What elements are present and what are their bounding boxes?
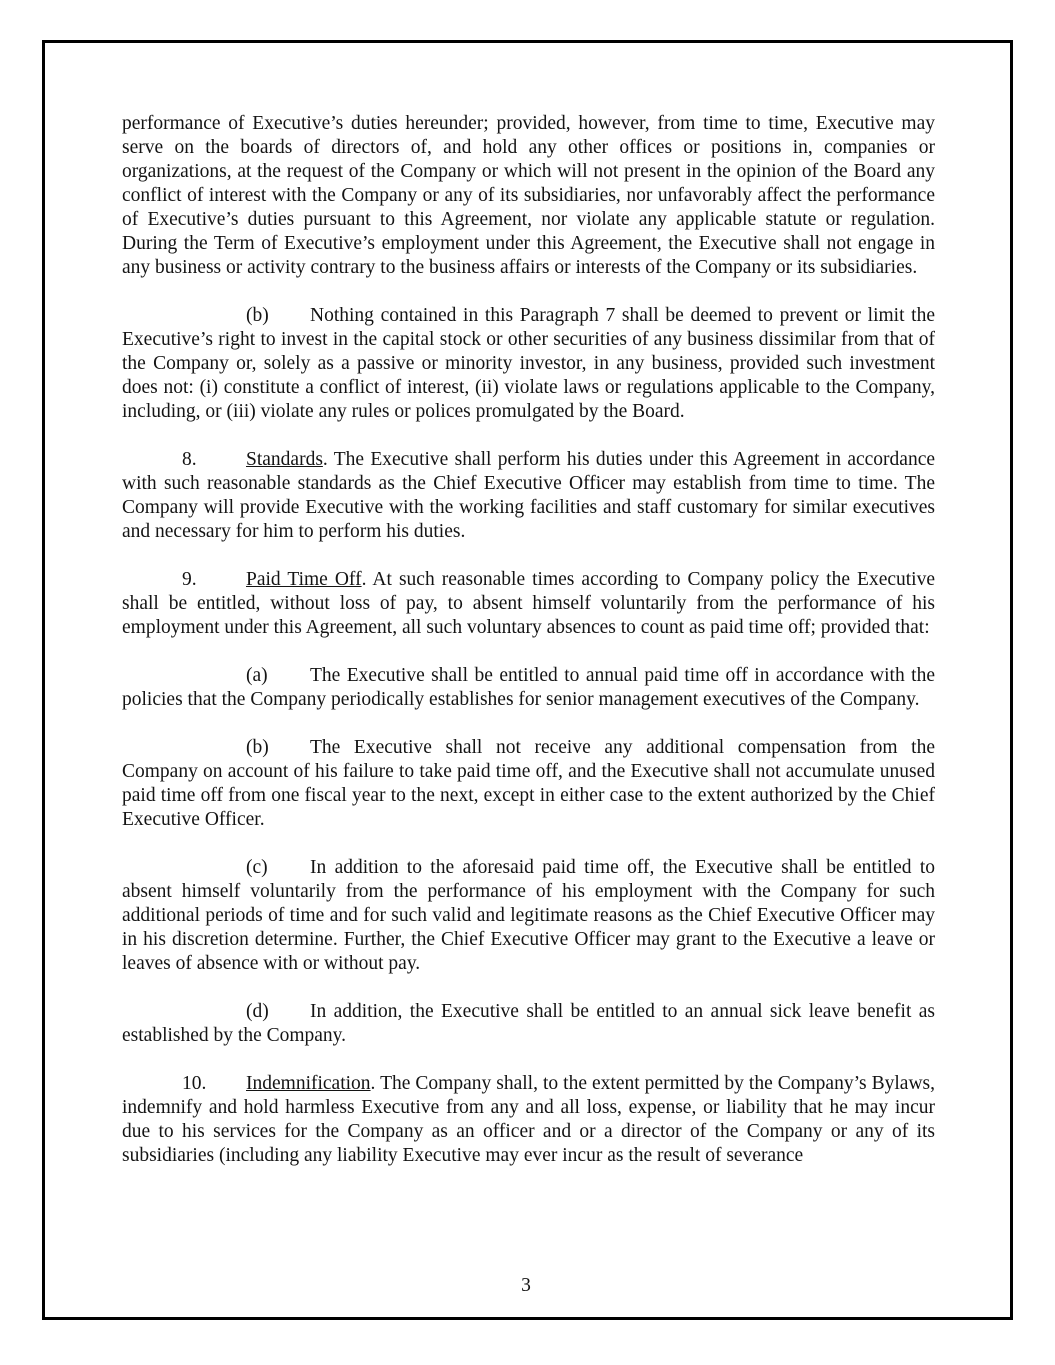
paragraph-marker: 8. bbox=[182, 449, 197, 470]
paragraph-text: In addition to the aforesaid paid time off, the Executive shall be entitled to absent himself voluntarily from the performance of his employment with the Company for such additional periods of time and for such valid and legitimate reasons as the Chief Executive Officer may in his discretion determine. Further, the Chief Executive Officer may grant to the Executive a leave or leaves of absence with or without pay. bbox=[122, 857, 935, 974]
paragraph-text: Nothing contained in this Paragraph 7 shall be deemed to prevent or limit the Executive’s right to invest in the capital stock or other securities of any business dissimilar from that of the Company or, solely as a passive or minority investor, in any business, provided such investment does not: (i) constitute a conflict of interest, (ii) violate laws or regulations applicable to the Company, including, or (iii) violate any rules or polices promulgated by the Board. bbox=[122, 305, 935, 422]
paragraph-text: . The Executive shall perform his duties under this Agreement in accordance with such reasonable standards as the Chief Executive Officer may establish from time to time. The Company will provide Executive with the working facilities and staff customary for similar executives and necessary for him to perform his duties. bbox=[122, 449, 935, 542]
section-heading: Standards bbox=[246, 449, 323, 470]
subparagraph-9a bbox=[122, 664, 935, 712]
section-heading: Paid Time Off bbox=[246, 569, 362, 590]
subparagraph-9b bbox=[122, 736, 935, 832]
page-number: 3 bbox=[521, 1275, 531, 1296]
paragraph-text: The Executive shall be entitled to annual paid time off in accordance with the policies that the Company periodically establishes for senior management executives of the Company. bbox=[122, 665, 935, 710]
paragraph-marker: 10. bbox=[182, 1073, 207, 1094]
subparagraph-7b bbox=[122, 304, 935, 424]
document-body bbox=[122, 112, 935, 1192]
paragraph-marker: (b) bbox=[246, 737, 269, 758]
paragraph-text: In addition, the Executive shall be entitled to an annual sick leave benefit as established by the Company. bbox=[122, 1001, 935, 1046]
paragraph-marker: 9. bbox=[182, 569, 197, 590]
paragraph-marker: (c) bbox=[246, 857, 268, 878]
paragraph-text: . The Company shall, to the extent permitted by the Company’s Bylaws, indemnify and hold harmless Executive from any and all loss, expense, or liability that he may incur due to his services for the Company as an officer and or a director of the Company or any of its subsidiaries (including any liability Executive may ever incur as the result of severance bbox=[122, 1073, 935, 1166]
section-9-paid-time-off bbox=[122, 568, 935, 640]
subparagraph-9c bbox=[122, 856, 935, 976]
paragraph-continuation bbox=[122, 112, 935, 280]
section-8-standards bbox=[122, 448, 935, 544]
paragraph-marker: (b) bbox=[246, 305, 269, 326]
paragraph-text: . At such reasonable times according to Company policy the Executive shall be entitled, without loss of pay, to absent himself voluntarily from the performance of his employment under this Agreement, all such voluntary absences to count as paid time off; provided that: bbox=[122, 569, 936, 638]
paragraph-marker: (d) bbox=[246, 1001, 269, 1022]
paragraph-marker: (a) bbox=[246, 665, 268, 686]
section-heading: Indemnification bbox=[246, 1073, 371, 1094]
paragraph-text: The Executive shall not receive any additional compensation from the Company on account of his failure to take paid time off, and the Executive shall not accumulate unused paid time off from one fiscal year to the next, except in either case to the extent authorized by the Chief Executive Officer. bbox=[122, 737, 935, 830]
paragraph-text: performance of Executive’s duties hereunder; provided, however, from time to time, Executive may serve on the boards of directors of, and hold any other offices or positions in, companies or organizations, at the request of the Company or which will not present in the opinion of the Board any conflict of interest with the Company or any of its subsidiaries, nor unfavorably affect the performance of Executive’s duties pursuant to this Agreement, nor violate any applicable statute or regulation. During the Term of Executive’s employment under this Agreement, the Executive shall not engage in any business or activity contrary to the business affairs or interests of the Company or its subsidiaries. bbox=[122, 113, 935, 278]
subparagraph-9d bbox=[122, 1000, 935, 1048]
section-10-indemnification bbox=[122, 1072, 935, 1168]
